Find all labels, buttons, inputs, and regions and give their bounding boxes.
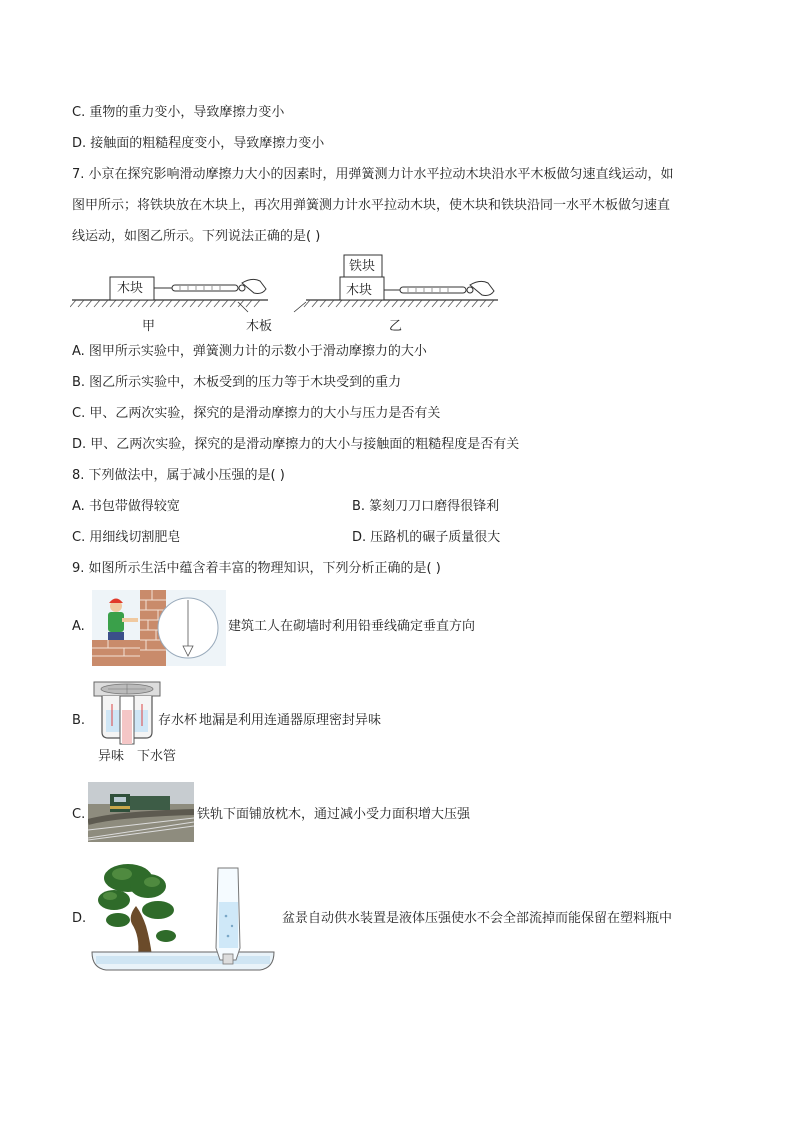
figure-label-yi: 乙 — [389, 319, 403, 334]
q9-option-a-text: 建筑工人在砌墙时利用铅垂线确定垂直方向 — [228, 619, 476, 634]
odor-label: 异味 — [98, 749, 125, 764]
q8-option-d: D. 压路机的碾子质量很大 — [352, 530, 501, 545]
q9-option-b-letter: B. — [72, 713, 86, 728]
q8-option-a: A. 书包带做得较宽 — [72, 499, 180, 514]
q9-option-c-letter: C. — [72, 807, 86, 822]
floor-drain-diagram — [92, 680, 164, 748]
q9-option-d-text: 盆景自动供水装置是液体压强使水不会全部流掉而能保留在塑料瓶中 — [282, 911, 673, 926]
q6-option-d: D. 接触面的粗糙程度变小，导致摩擦力变小 — [72, 136, 325, 151]
block-label-b: 木块 — [346, 283, 373, 298]
bricklayer-plumb-line-image — [92, 590, 226, 666]
q6-option-c: C. 重物的重力变小，导致摩擦力变小 — [72, 105, 285, 120]
q8-option-b: B. 篆刻刀刀口磨得很锋利 — [352, 499, 500, 514]
q7-stem-line2: 图甲所示；将铁块放在木块上，再次用弹簧测力计水平拉动木块，使木块和铁块沿同一水平木板做匀速直 — [72, 198, 671, 213]
railway-train-photo — [88, 782, 194, 842]
q9-stem: 9. 如图所示生活中蕴含着丰富的物理知识，下列分析正确的是( ) — [72, 561, 441, 576]
q7-option-c: C. 甲、乙两次实验，探究的是滑动摩擦力的大小与压力是否有关 — [72, 406, 441, 421]
q9-option-d-letter: D. — [72, 911, 87, 926]
q9-option-a-letter: A. — [72, 619, 85, 634]
figure-label-jia: 甲 — [142, 319, 156, 334]
q9-option-c-text: 铁轨下面铺放枕木，通过减小受力面积增大压强 — [197, 807, 471, 822]
iron-block-label: 铁块 — [349, 259, 376, 274]
figure-label-board: 木板 — [246, 319, 273, 334]
block-label-a: 木块 — [117, 281, 144, 296]
q7-option-d: D. 甲、乙两次实验，探究的是滑动摩擦力的大小与接触面的粗糙程度是否有关 — [72, 437, 520, 452]
q8-stem: 8. 下列做法中，属于减小压强的是( ) — [72, 468, 285, 483]
q7-option-b: B. 图乙所示实验中，木板受到的压力等于木块受到的重力 — [72, 375, 402, 390]
q7-option-a: A. 图甲所示实验中，弹簧测力计的示数小于滑动摩擦力的大小 — [72, 344, 427, 359]
bonsai-auto-water-image — [88, 856, 278, 978]
q7-stem-line3: 线运动，如图乙所示。下列说法正确的是( ) — [72, 229, 321, 244]
q9-option-b-text: 地漏是利用连通器原理密封异味 — [199, 713, 382, 728]
q7-stem-line1: 7. 小京在探究影响滑动摩擦力大小的因素时，用弹簧测力计水平拉动木块沿水平木板做匀速直线运动，如 — [72, 167, 674, 182]
drain-pipe-label: 下水管 — [137, 749, 177, 764]
q8-option-c: C. 用细线切割肥皂 — [72, 530, 181, 545]
water-cup-label: 存水杯 — [158, 713, 198, 728]
